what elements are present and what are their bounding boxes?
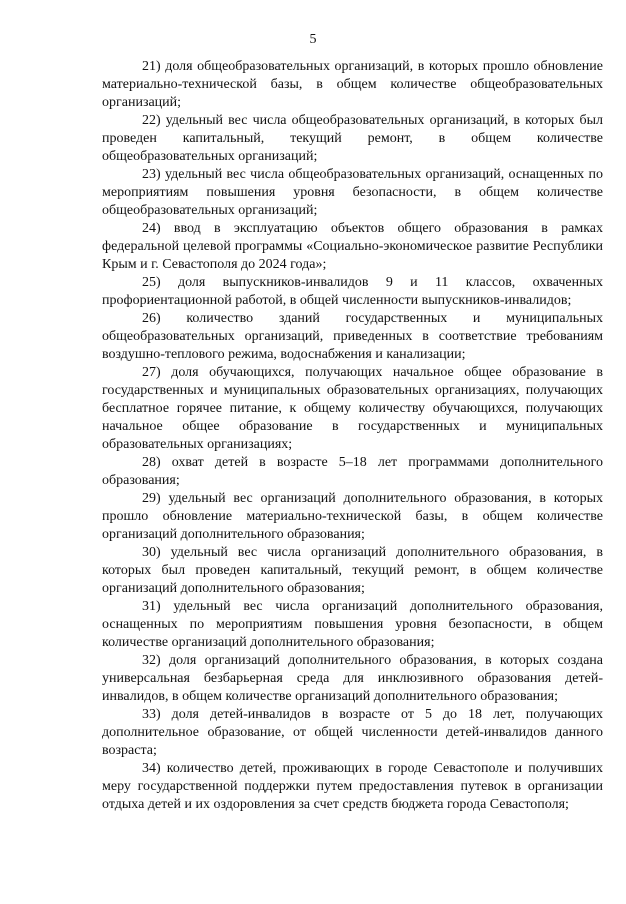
list-item: 34) количество детей, проживающих в городе Севастополе и получивших меру государственной поддержки путем предоставления путевок в организации отдыха детей и их оздоровления за счет средств бюджета города Севастополя; — [102, 761, 603, 812]
document-body — [102, 58, 603, 814]
list-item: 33) доля детей-инвалидов в возрасте от 5 до 18 лет, получающих дополнительное образование, от общей численности детей-инвалидов данного возраста; — [102, 707, 603, 758]
list-item: 30) удельный вес числа организаций дополнительного образования, в которых был проведен капитальный, текущий ремонт, в общем количестве организаций дополнительного образования; — [102, 545, 603, 596]
page-number: 5 — [309, 32, 317, 47]
list-item: 32) доля организаций дополнительного образования, в которых создана универсальная безбарьерная среда для инклюзивного образования детей-инвалидов, в общем количестве организаций дополнительного образования; — [102, 653, 603, 704]
list-item: 22) удельный вес числа общеобразовательных организаций, в которых был проведен капитальный, текущий ремонт, в общем количестве общеобразовательных организаций; — [102, 113, 603, 164]
list-item: 21) доля общеобразовательных организаций, в которых прошло обновление материально-технической базы, в общем количестве общеобразовательных организаций; — [102, 59, 603, 110]
list-item: 28) охват детей в возрасте 5–18 лет программами дополнительного образования; — [102, 455, 603, 488]
list-item: 27) доля обучающихся, получающих начальное общее образование в государственных и муниципальных образовательных организациях, получающих бесплатное горячее питание, к общему количеству обучающихся, получающих начальное общее образование в государственных и муниципальных образовательных организациях; — [102, 365, 603, 452]
list-item: 31) удельный вес числа организаций дополнительного образования, оснащенных по мероприятиям повышения уровня безопасности, в общем количестве организаций дополнительного образования; — [102, 599, 603, 650]
list-item: 29) удельный вес организаций дополнительного образования, в которых прошло обновление материально-технической базы, в общем количестве организаций дополнительного образования; — [102, 491, 603, 542]
list-item: 25) доля выпускников-инвалидов 9 и 11 классов, охваченных профориентационной работой, в общей численности выпускников-инвалидов; — [102, 275, 603, 308]
list-item: 24) ввод в эксплуатацию объектов общего образования в рамках федеральной целевой программы «Социально-экономическое развитие Республики Крым и г. Севастополя до 2024 года»; — [102, 221, 603, 272]
list-item: 23) удельный вес числа общеобразовательных организаций, оснащенных по мероприятиям повышения уровня безопасности, в общем количестве общеобразовательных организаций; — [102, 167, 603, 218]
list-item: 26) количество зданий государственных и муниципальных общеобразовательных организаций, приведенных в соответствие требованиям воздушно-теплового режима, водоснабжения и канализации; — [102, 311, 603, 362]
